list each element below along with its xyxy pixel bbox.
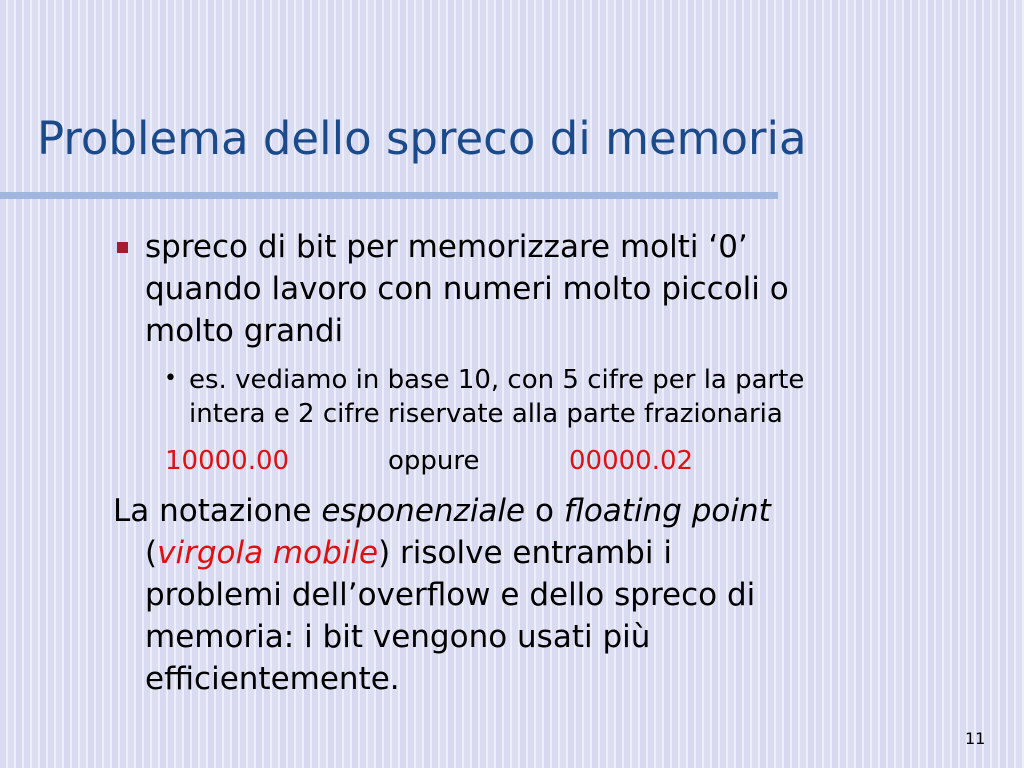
paragraph-text: La notazione — [113, 493, 322, 529]
paragraph-line2 — [145, 532, 672, 574]
square-bullet-icon — [117, 242, 128, 253]
bullet1-line3: molto grandi — [145, 313, 344, 349]
paragraph-line4: memoria: i bit vengono usati più — [145, 619, 651, 655]
term-virgola-mobile: virgola mobile — [157, 535, 379, 571]
paragraph-text: ) risolve entrambi i — [378, 535, 672, 571]
bullet1-line2: quando lavoro con numeri molto piccoli o — [145, 271, 789, 307]
sub-bullet-line2: intera e 2 cifre riservate alla parte frazionaria — [189, 399, 783, 429]
term-esponenziale: esponenziale — [321, 493, 526, 529]
sub-bullet-line1: es. vediamo in base 10, con 5 cifre per la parte — [189, 365, 805, 395]
bullet1-line1: spreco di bit per memorizzare molti ‘0’ — [145, 229, 748, 265]
paragraph-text: o — [525, 493, 564, 529]
example-connector: oppure — [388, 446, 480, 476]
slide-title: Problema dello spreco di memoria — [37, 112, 807, 165]
paragraph-line5: efficientemente. — [145, 661, 400, 697]
paragraph-text: ( — [145, 535, 158, 571]
paragraph-line3: problemi dell’overflow e dello spreco di — [145, 577, 756, 613]
example-value-1: 10000.00 — [165, 446, 290, 476]
title-divider — [0, 192, 778, 199]
paragraph-line1 — [113, 490, 771, 532]
page-number: 11 — [965, 729, 986, 748]
term-floating-point: floating point — [563, 493, 771, 529]
example-value-2: 00000.02 — [569, 446, 694, 476]
dot-bullet-icon: • — [164, 366, 177, 391]
